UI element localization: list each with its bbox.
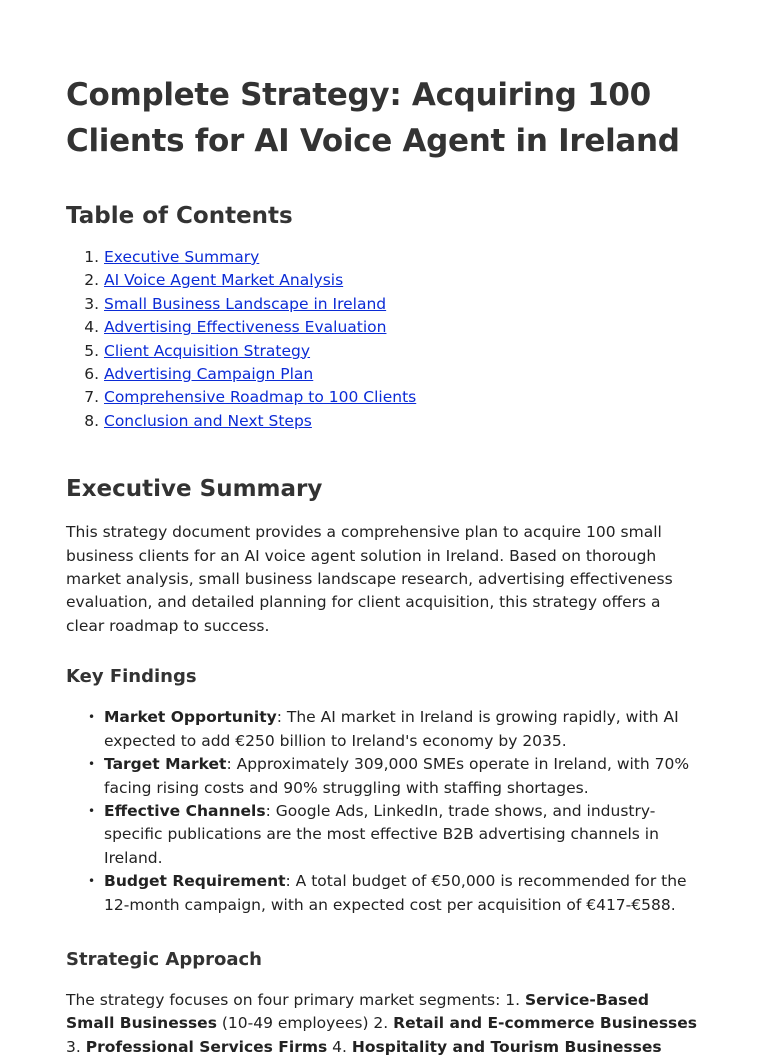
finding-label: Effective Channels [104,801,266,820]
segment-1: Service-Based Small Businesses [66,990,649,1033]
executive-summary-heading: Executive Summary [66,476,323,503]
strategic-approach-heading: Strategic Approach [66,948,262,970]
bullet-icon: • [88,757,96,772]
key-findings-list [66,706,702,917]
toc-link-executive-summary[interactable]: Executive Summary [104,248,260,266]
toc-link-roadmap[interactable]: Comprehensive Roadmap to 100 Clients [104,388,417,407]
segment-separator: 4. [327,1037,352,1056]
finding-label: Budget Requirement [104,872,286,891]
toc-item [104,386,702,409]
bullet-icon: • [88,874,96,889]
bullet-icon: • [88,710,96,725]
toc-link-advertising-effectiveness[interactable]: Advertising Effectiveness Evaluation [104,318,387,337]
page-title: Complete Strategy: Acquiring 100 Clients for AI Voice Agent in Ireland [66,77,680,159]
toc-link-conclusion[interactable]: Conclusion and Next Steps [104,411,312,430]
toc-item [104,269,702,292]
toc-link-campaign-plan[interactable]: Advertising Campaign Plan [104,365,314,384]
toc-item [104,410,702,433]
table-of-contents [66,246,702,433]
toc-item [104,293,702,316]
toc-link-client-acquisition[interactable]: Client Acquisition Strategy [104,341,311,360]
list-item [88,753,702,800]
finding-label: Market Opportunity [104,708,277,727]
bullet-icon: • [88,803,96,818]
segment-1-detail: (10-49 employees) 2. [216,1014,394,1033]
toc-link-small-business-landscape[interactable]: Small Business Landscape in Ireland [104,294,387,313]
segment-4: Hospitality and Tourism Businesses [351,1037,662,1056]
toc-link-market-analysis[interactable]: AI Voice Agent Market Analysis [104,271,344,290]
finding-text: : A total budget of €50,000 is recommended for the 12-month campaign, with an expected cost per acquisition of €417-€588. [104,872,687,914]
toc-item [104,246,702,269]
finding-text: : The AI market in Ireland is growing rapidly, with AI expected to add €250 billion to Ireland's economy by 2035. [104,708,679,750]
toc-item [104,363,702,386]
finding-text: : Google Ads, LinkedIn, trade shows, and industry-specific publications are the most effective B2B advertising channels in Ireland. [104,801,659,867]
toc-heading: Table of Contents [66,203,293,229]
list-item [88,706,702,753]
segment-2: Retail and E-commerce Businesses [393,1014,698,1033]
list-item [88,800,702,870]
toc-item [104,340,702,363]
executive-summary-paragraph: This strategy document provides a comprehensive plan to acquire 100 small business clients for an AI voice agent solution in Ireland. Based on thorough market analysis, small business landscape research, advertising effectiveness evaluation, and detailed planning for client acquisition, this strategy offers a clear roadmap to success. [66,523,673,635]
segments-intro: The strategy focuses on four primary market segments: 1. [66,990,525,1009]
finding-text: : Approximately 309,000 SMEs operate in Ireland, with 70% facing rising costs and 90% struggling with staffing shortages. [104,755,690,797]
list-item [88,870,702,917]
segment-3: Professional Services Firms [85,1037,328,1056]
finding-label: Target Market [104,755,227,774]
key-findings-heading: Key Findings [66,666,197,688]
segment-separator: 3. [66,1037,86,1056]
toc-item [104,316,702,339]
